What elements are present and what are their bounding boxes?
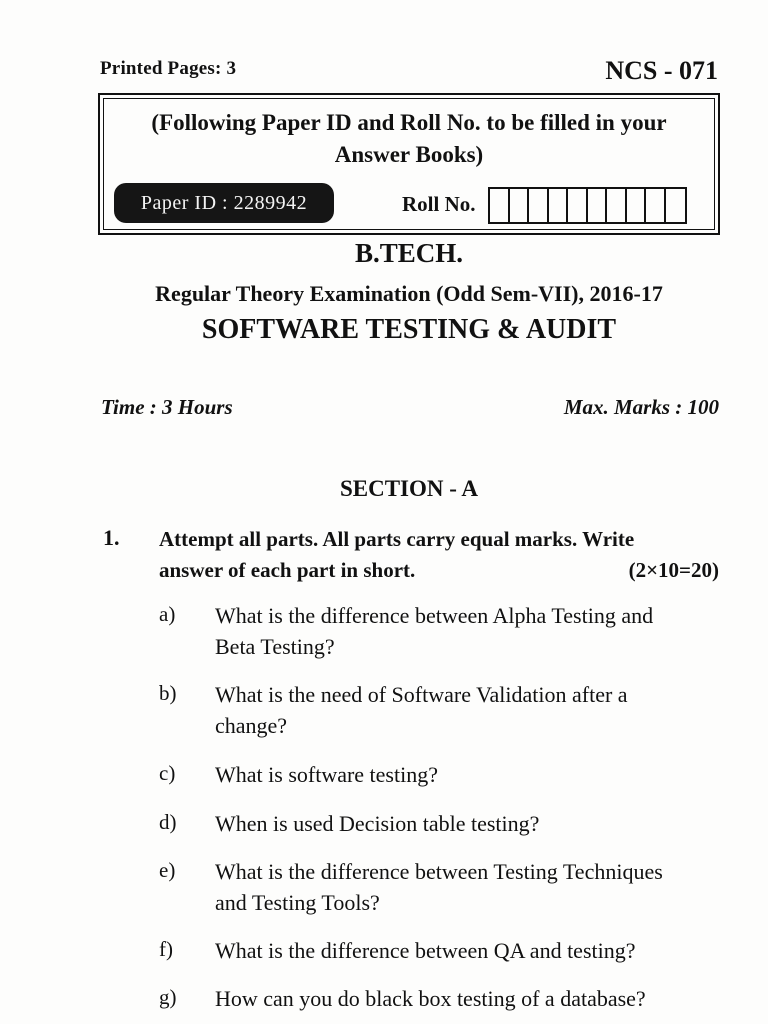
part-text-line1: What is software testing? — [215, 762, 438, 787]
part-text-line2: and Testing Tools? — [215, 890, 380, 915]
part-letter: c) — [159, 761, 176, 785]
part-text — [215, 679, 720, 741]
question-instruction-line2: answer of each part in short. — [159, 558, 416, 582]
roll-no-digit-box[interactable] — [529, 189, 549, 222]
roll-no-digit-box[interactable] — [607, 189, 627, 222]
fill-in-instruction-line2: Answer Books) — [334, 142, 484, 167]
max-marks: Max. Marks : 100 — [563, 395, 719, 419]
question-marks: (2×10=20) — [628, 558, 719, 582]
question-instruction-line2-row — [159, 555, 719, 586]
paper-code: NCS - 071 — [605, 56, 718, 85]
roll-no-digit-box[interactable] — [549, 189, 569, 222]
part-letter: a) — [159, 602, 176, 626]
roll-no-digit-box[interactable] — [568, 189, 588, 222]
paper-id-badge: Paper ID : 2289942 — [114, 183, 334, 223]
part-text-line2: Beta Testing? — [215, 634, 335, 659]
part-text — [215, 808, 720, 839]
part-text-line1: What is the difference between Alpha Testing and — [215, 603, 654, 628]
part-text — [215, 759, 720, 790]
roll-no-digit-box[interactable] — [490, 189, 510, 222]
roll-no-label: Roll No. — [402, 192, 476, 216]
question-number: 1. — [103, 525, 120, 550]
roll-no-digit-box[interactable] — [646, 189, 666, 222]
part-text — [215, 856, 720, 918]
degree-title: B.TECH. — [354, 238, 464, 268]
fill-in-instruction-line1: (Following Paper ID and Roll No. to be filled in your — [151, 110, 667, 135]
paper-id-roll-box-inner-border — [103, 98, 715, 230]
paper-id-roll-box — [98, 93, 720, 235]
part-text-line1: What is the difference between QA and testing? — [215, 938, 636, 963]
part-text — [215, 935, 720, 966]
part-text — [215, 600, 720, 662]
roll-no-digit-box[interactable] — [666, 189, 686, 222]
roll-no-digit-box[interactable] — [510, 189, 530, 222]
part-text-line1: When is used Decision table testing? — [215, 811, 540, 836]
part-letter: d) — [159, 810, 177, 834]
question-instruction — [159, 524, 719, 586]
roll-no-boxes[interactable] — [488, 187, 687, 224]
part-text-line1: What is the difference between Testing Techniques — [215, 859, 663, 884]
part-text — [215, 983, 720, 1014]
subject-title: SOFTWARE TESTING & AUDIT — [201, 314, 617, 345]
section-title: SECTION - A — [339, 476, 479, 501]
part-letter: g) — [159, 985, 177, 1009]
part-text-line1: How can you do black box testing of a database? — [215, 986, 646, 1011]
roll-no-digit-box[interactable] — [627, 189, 647, 222]
roll-no-digit-box[interactable] — [588, 189, 608, 222]
question-instruction-line1: Attempt all parts. All parts carry equal marks. Write — [159, 527, 635, 551]
part-text-line2: change? — [215, 713, 288, 738]
exam-name: Regular Theory Examination (Odd Sem-VII), 2016-17 — [155, 281, 663, 306]
time-allowed: Time : 3 Hours — [101, 395, 233, 419]
printed-pages-label: Printed Pages: 3 — [100, 58, 237, 79]
part-letter: e) — [159, 858, 176, 882]
fill-in-instruction — [104, 107, 714, 171]
part-letter: b) — [159, 681, 177, 705]
part-text-line1: What is the need of Software Validation after a — [215, 682, 628, 707]
part-letter: f) — [159, 937, 173, 961]
